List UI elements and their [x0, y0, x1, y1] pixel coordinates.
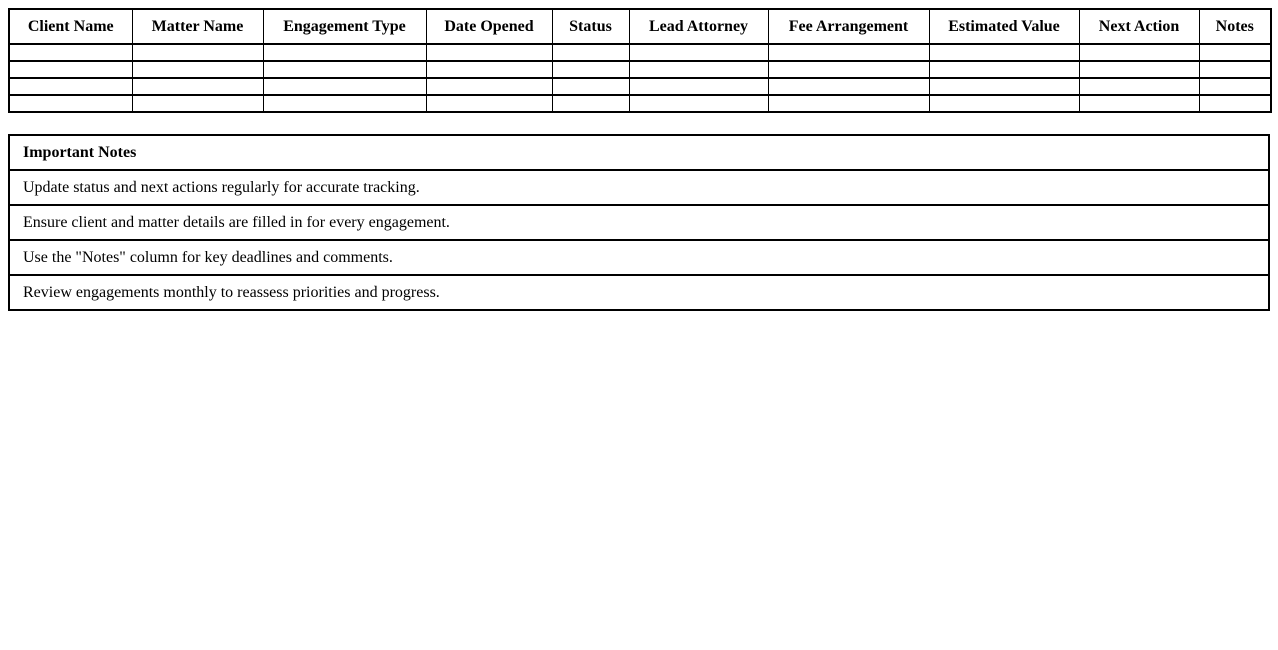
column-header-client-name: Client Name	[9, 9, 132, 44]
table-cell	[426, 95, 552, 112]
table-cell	[768, 44, 929, 61]
important-notes-table	[8, 134, 1270, 311]
table-cell	[9, 44, 132, 61]
note-item: Update status and next actions regularly for accurate tracking.	[9, 170, 1269, 205]
table-cell	[132, 95, 263, 112]
table-cell	[552, 95, 629, 112]
table-cell	[552, 78, 629, 95]
table-cell	[1079, 95, 1199, 112]
table-cell	[9, 78, 132, 95]
column-header-matter-name: Matter Name	[132, 9, 263, 44]
page	[0, 0, 1278, 319]
table-row	[9, 44, 1271, 61]
table-cell	[132, 78, 263, 95]
table-cell	[629, 44, 768, 61]
note-row	[9, 170, 1269, 205]
table-cell	[629, 78, 768, 95]
table-row	[9, 95, 1271, 112]
table-cell	[1199, 78, 1271, 95]
column-header-notes: Notes	[1199, 9, 1271, 44]
engagement-table-header-row	[9, 9, 1271, 44]
table-cell	[768, 78, 929, 95]
column-header-date-opened: Date Opened	[426, 9, 552, 44]
table-cell	[263, 44, 426, 61]
table-cell	[929, 95, 1079, 112]
table-cell	[132, 61, 263, 78]
table-cell	[929, 78, 1079, 95]
column-header-next-action: Next Action	[1079, 9, 1199, 44]
table-cell	[426, 61, 552, 78]
table-cell	[1199, 44, 1271, 61]
column-header-lead-attorney: Lead Attorney	[629, 9, 768, 44]
notes-header-row	[9, 135, 1269, 170]
table-row	[9, 61, 1271, 78]
table-cell	[263, 95, 426, 112]
table-cell	[426, 78, 552, 95]
notes-section-title: Important Notes	[9, 135, 1269, 170]
table-cell	[9, 95, 132, 112]
table-cell	[929, 44, 1079, 61]
column-header-fee-arrangement: Fee Arrangement	[768, 9, 929, 44]
table-cell	[1079, 78, 1199, 95]
note-row	[9, 205, 1269, 240]
column-header-status: Status	[552, 9, 629, 44]
table-cell	[629, 95, 768, 112]
note-item: Ensure client and matter details are filled in for every engagement.	[9, 205, 1269, 240]
column-header-engagement-type: Engagement Type	[263, 9, 426, 44]
table-cell	[1079, 44, 1199, 61]
table-cell	[552, 44, 629, 61]
column-header-estimated-value: Estimated Value	[929, 9, 1079, 44]
table-cell	[552, 61, 629, 78]
table-cell	[768, 61, 929, 78]
note-row	[9, 275, 1269, 310]
engagement-table	[8, 8, 1272, 113]
note-item: Review engagements monthly to reassess priorities and progress.	[9, 275, 1269, 310]
table-cell	[9, 61, 132, 78]
note-item: Use the "Notes" column for key deadlines and comments.	[9, 240, 1269, 275]
table-cell	[1199, 95, 1271, 112]
table-cell	[263, 61, 426, 78]
note-row	[9, 240, 1269, 275]
table-cell	[768, 95, 929, 112]
table-cell	[1079, 61, 1199, 78]
table-cell	[132, 44, 263, 61]
table-cell	[629, 61, 768, 78]
table-row	[9, 78, 1271, 95]
table-cell	[263, 78, 426, 95]
table-cell	[426, 44, 552, 61]
table-cell	[1199, 61, 1271, 78]
table-cell	[929, 61, 1079, 78]
